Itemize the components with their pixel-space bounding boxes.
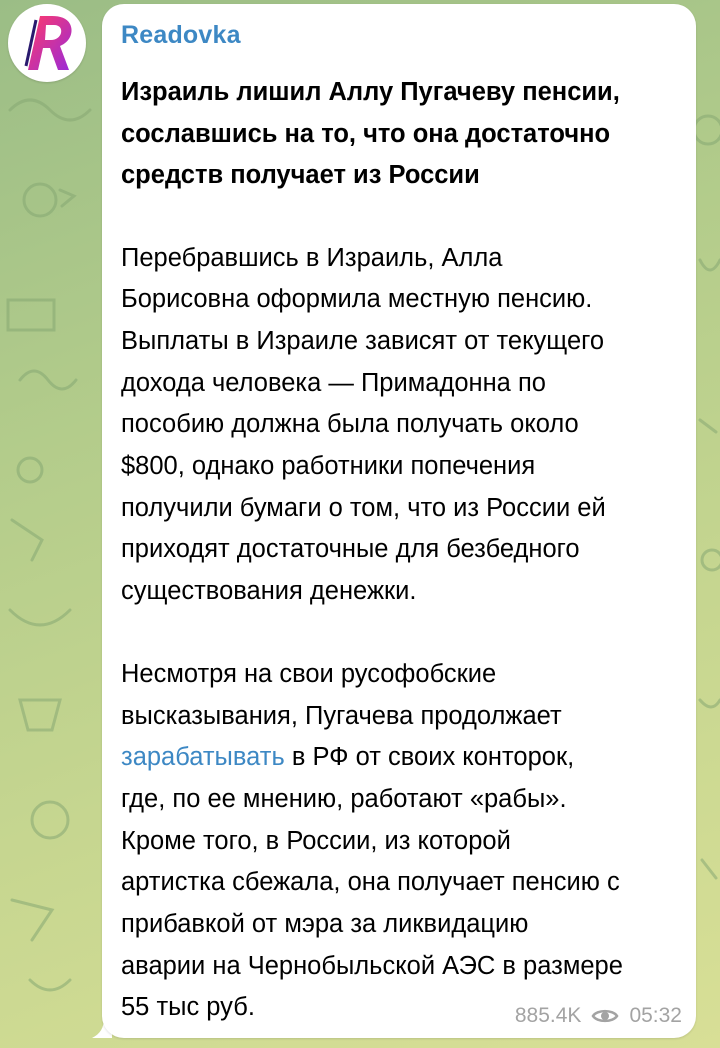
channel-avatar[interactable] — [8, 4, 86, 82]
post-headline — [121, 72, 676, 197]
paragraph-line: в РФ от своих конторок, — [284, 743, 575, 772]
paragraph-line: 55 тыс руб. — [121, 993, 255, 1022]
paragraph-line: Выплаты в Израиле зависят от текущего — [121, 326, 605, 355]
earnings-link[interactable]: зарабатывать — [121, 743, 285, 772]
post-paragraph-1 — [121, 238, 676, 613]
paragraph-line: артистка сбежала, она получает пенсию с — [121, 868, 620, 897]
eye-icon — [591, 1007, 619, 1025]
headline-line: сославшись на то, что она достаточно — [121, 119, 611, 148]
view-count: 885.4K — [514, 1004, 582, 1027]
channel-name[interactable]: Readovka — [121, 21, 241, 49]
paragraph-line: получили бумаги о том, что из России ей — [121, 493, 606, 522]
readovka-logo-icon — [14, 10, 80, 76]
headline-line: средств получает из России — [121, 161, 480, 189]
paragraph-line: дохода человека — Примадонна по — [121, 368, 546, 397]
paragraph-line: Перебравшись в Израиль, Алла — [121, 243, 503, 272]
message-time: 05:32 — [629, 1004, 682, 1027]
post-paragraph-2 — [121, 654, 676, 1029]
paragraph-line: Кроме того, в России, из которой — [121, 826, 511, 855]
paragraph-line: прибавкой от мэра за ликвидацию — [121, 910, 529, 939]
paragraph-line: $800, однако работники попечения — [121, 452, 536, 481]
headline-line: Израиль лишил Аллу Пугачеву пенсии, — [121, 78, 620, 106]
paragraph-line: высказывания, Пугачева продолжает — [121, 701, 562, 730]
paragraph-line: Борисовна оформила местную пенсию. — [121, 285, 593, 314]
paragraph-line: приходят достаточные для безбедного — [121, 535, 580, 564]
message-bubble[interactable] — [102, 4, 696, 1038]
paragraph-line: Несмотря на свои русофобские — [121, 659, 497, 688]
paragraph-line: где, по ее мнению, работают «рабы». — [121, 784, 567, 813]
message-meta — [515, 1004, 682, 1028]
paragraph-line: существования денежки. — [121, 577, 417, 606]
paragraph-line: аварии на Чернобыльской АЭС в размере — [121, 951, 623, 980]
paragraph-line: пособию должна была получать около — [121, 410, 579, 439]
